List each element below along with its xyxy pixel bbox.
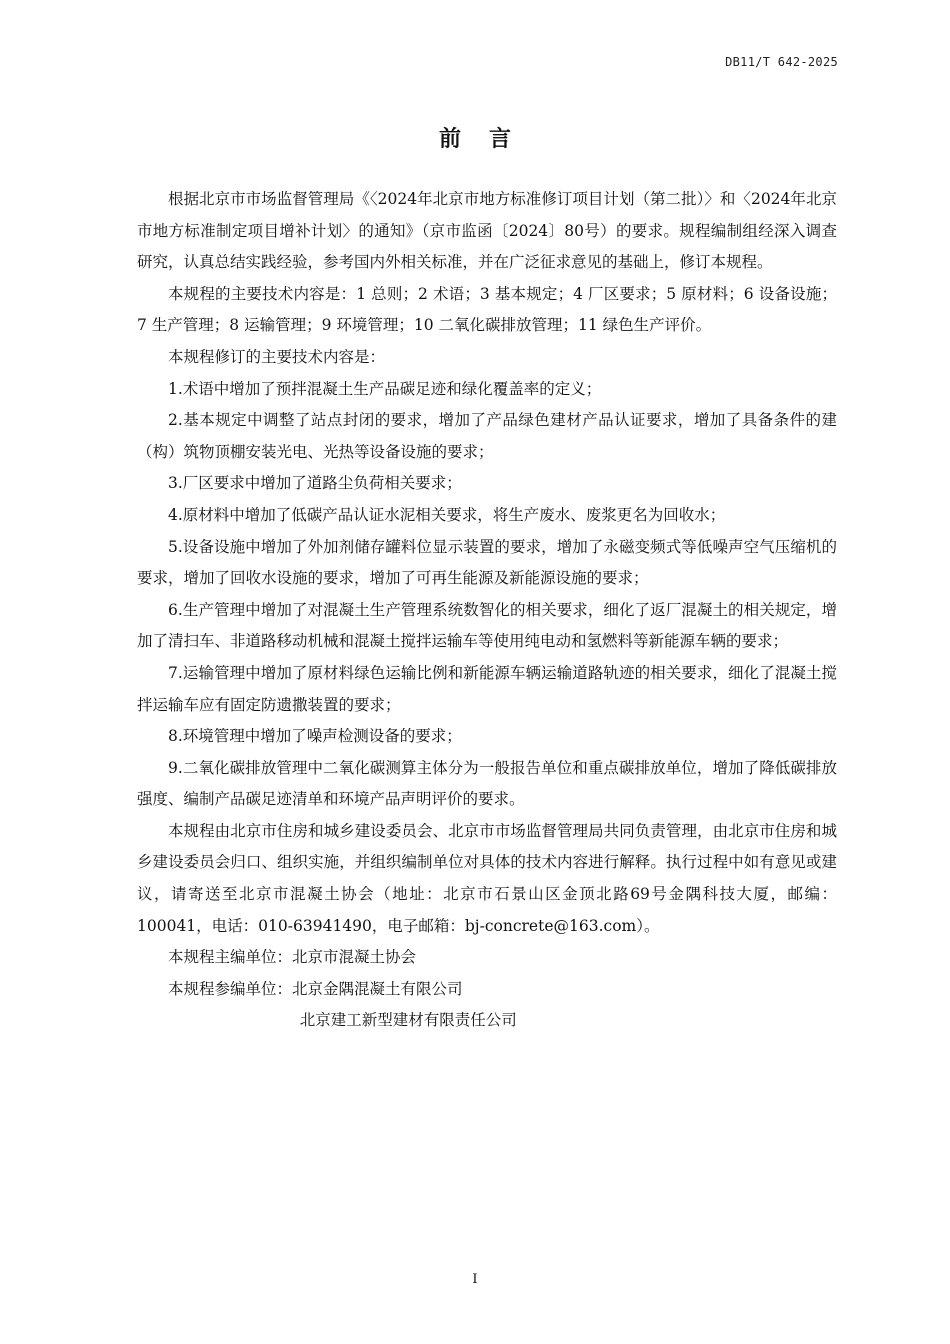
revision-item-9: 9.二氧化碳排放管理中二氧化碳测算主体分为一般报告单位和重点碳排放单位，增加了降低碳排放强度、编制产品碳足迹清单和环境产品声明评价的要求。	[137, 758, 837, 809]
revision-item-2: 2.基本规定中调整了站点封闭的要求，增加了产品绿色建材产品认证要求，增加了具备条件的建（构）筑物顶棚安装光电、光热等设备设施的要求；	[137, 411, 837, 461]
document-body	[137, 184, 837, 1037]
participating-unit-continued: 北京建工新型建材有限责任公司	[299, 1011, 517, 1030]
participating-unit: 本规程参编单位：北京金隅混凝土有限公司	[168, 979, 463, 998]
revision-item-6: 6.生产管理中增加了对混凝土生产管理系统数智化的相关要求，细化了返厂混凝土的相关规定，增加了清扫车、非道路移动机械和混凝土搅拌运输车等使用纯电动和氢燃料等新能源车辆的要求；	[137, 600, 837, 651]
paragraph-revision-intro: 本规程修订的主要技术内容是：	[168, 347, 386, 366]
paragraph-main-content: 本规程的主要技术内容是：1 总则；2 术语；3 基本规定；4 厂区要求；5 原材料；6 设备设施；7 生产管理；8 运输管理；9 环境管理；10 二氧化碳排放管理；11 绿色生产评价。	[137, 284, 837, 335]
revision-item-8: 8.环境管理中增加了噪声检测设备的要求；	[168, 727, 462, 746]
page-number: I	[472, 1272, 478, 1287]
paragraph-management: 本规程由北京市住房和城乡建设委员会、北京市市场监督管理局共同负责管理，由北京市住房和城乡建设委员会归口、组织实施，并组织编制单位对具体的技术内容进行解释。执行过程中如有意见或建议，请寄送至北京市混凝土协会（地址：北京市石景山区金顶北路69号金隅科技大厦，邮编：100041，电话：010-63941490，电子邮箱：bj-concrete@163.com）。	[137, 821, 837, 935]
page-title: 前言	[438, 127, 539, 152]
revision-item-1: 1.术语中增加了预拌混凝土生产品碳足迹和绿化覆盖率的定义；	[168, 379, 602, 398]
chief-editor-unit: 本规程主编单位：北京市混凝土协会	[168, 948, 417, 967]
revision-item-4: 4.原材料中增加了低碳产品认证水泥相关要求，将生产废水、废浆更名为回收水；	[168, 505, 726, 524]
revision-item-5: 5.设备设施中增加了外加剂储存罐料位显示装置的要求，增加了永磁变频式等低噪声空气压缩机的要求，增加了回收水设施的要求，增加了可再生能源及新能源设施的要求；	[137, 537, 837, 588]
paragraph-basis: 根据北京市市场监督管理局《〈2024年北京市地方标准修订项目计划（第二批）〉和〈2024年北京市地方标准制定项目增补计划〉的通知》（京市监函〔2024〕80号）的要求。规程编制组经深入调查研究，认真总结实践经验，参考国内外相关标准，并在广泛征求意见的基础上，修订本规程。	[137, 190, 837, 272]
document-code: DB11/T 642-2025	[725, 55, 838, 69]
revision-item-7: 7.运输管理中增加了原材料绿色运输比例和新能源车辆运输道路轨迹的相关要求，细化了混凝土搅拌运输车应有固定防遗撒装置的要求；	[137, 663, 837, 714]
revision-item-3: 3.厂区要求中增加了道路尘负荷相关要求；	[168, 474, 462, 493]
